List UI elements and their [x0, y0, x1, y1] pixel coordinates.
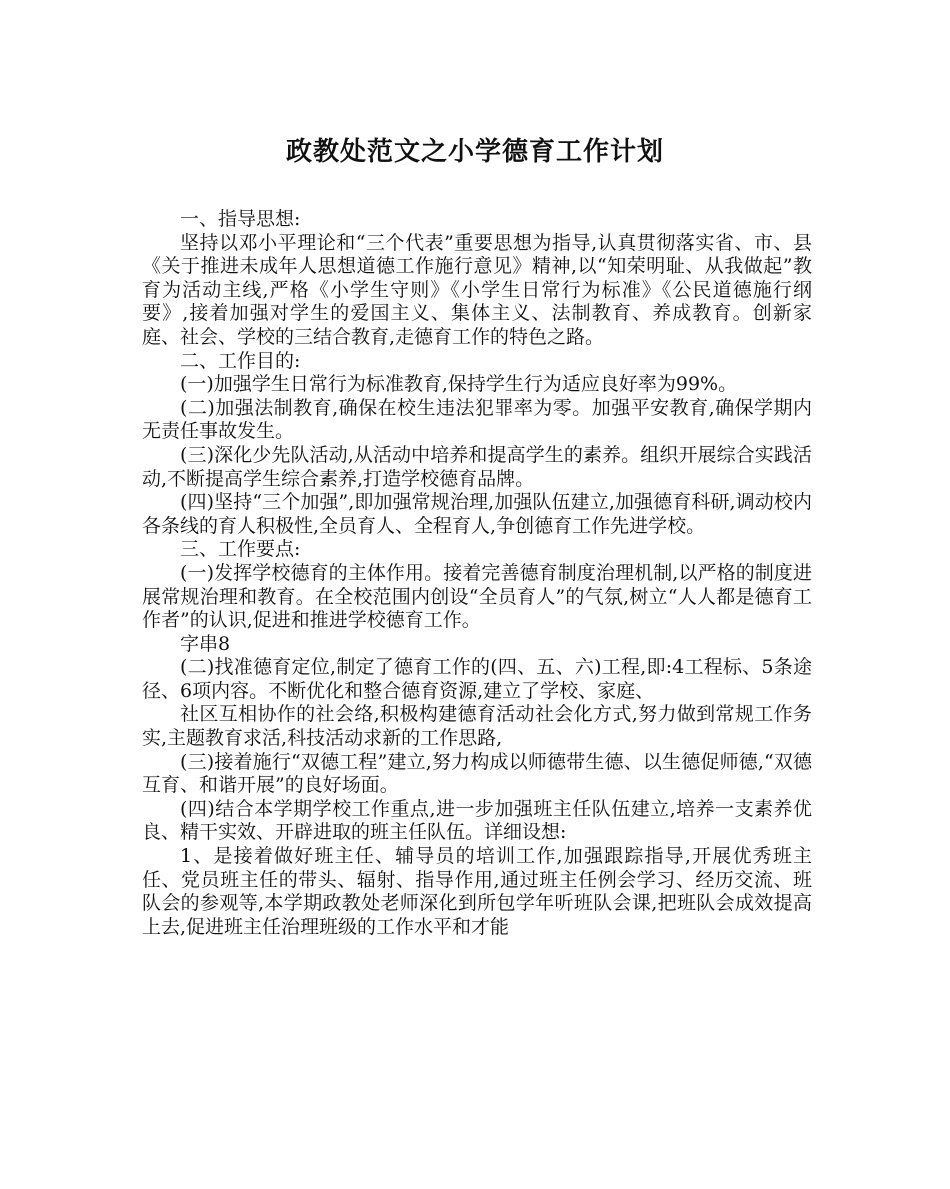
paragraph: (四)结合本学期学校工作重点,进一步加强班主任队伍建立,培养一支素养优良、精干实效、开辟进取的班主任队伍。详细设想:	[142, 797, 812, 844]
page-title: 政教处范文之小学德育工作计划	[285, 137, 664, 167]
paragraph: 坚持以邓小平理论和“三个代表”重要思想为指导,认真贯彻落实省、市、县《关于推进未成年人思想道德工作施行意见》精神,以“知荣明耻、从我做起”教育为活动主线,严格《小学生守则》《小学生日常行为标准》《公民道德施行纲要》,接着加强对学生的爱国主义、集体主义、法制教育、养成教育。创新家庭、社会、学校的三结合教育,走德育工作的特色之路。	[142, 231, 812, 348]
paragraph: (一)发挥学校德育的主体作用。接着完善德育制度治理机制,以严格的制度进展常规治理和教育。在全校范围内创设“全员育人”的气氛,树立“人人都是德育工作者”的认识,促进和推进学校德育工作。	[142, 561, 812, 632]
paragraph: (三)深化少先队活动,从活动中培养和提高学生的素养。组织开展综合实践活动,不断提高学生综合素养,打造学校德育品牌。	[142, 443, 812, 490]
paragraph: 字串8	[180, 632, 231, 655]
paragraph: 社区互相协作的社会络,积极构建德育活动社会化方式,努力做到常规工作务实,主题教育求活,科技活动求新的工作思路,	[142, 703, 812, 750]
paragraph: (二)找准德育定位,制定了德育工作的(四、五、六)工程,即:4工程标、5条途径、6项内容。不断优化和整合德育资源,建立了学校、家庭、	[142, 656, 812, 702]
paragraph: (一)加强学生日常行为标准教育,保持学生行为适应良好率为99%。	[180, 373, 738, 396]
paragraph: 1、是接着做好班主任、辅导员的培训工作,加强跟踪指导,开展优秀班主任、党员班主任的带头、辐射、指导作用,通过班主任例会学习、经历交流、班队会的参观等,本学期政教处老师深化到所包学年听班队会课,把班队会成效提高上去,促进班主任治理班级的工作水平和才能	[142, 845, 812, 938]
paragraph: 三、工作要点:	[180, 538, 301, 561]
paragraph: 一、指导思想:	[180, 208, 301, 230]
paragraph: 二、工作目的:	[180, 349, 301, 372]
paragraph: (四)坚持“三个加强”,即加强常规治理,加强队伍建立,加强德育科研,调动校内各条线的育人积极性,全员育人、全程育人,争创德育工作先进学校。	[142, 491, 812, 537]
document-body	[142, 208, 812, 939]
paragraph: (二)加强法制教育,确保在校生违法犯罪率为零。加强平安教育,确保学期内无责任事故发生。	[142, 396, 812, 443]
paragraph: (三)接着施行“双德工程”建立,努力构成以师德带生德、以生德促师德,“双德互育、和谐开展”的良好场面。	[142, 750, 812, 797]
